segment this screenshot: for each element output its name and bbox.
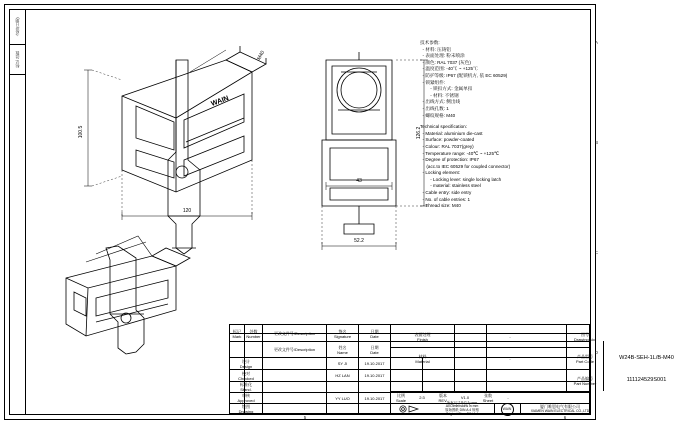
rear-base-inner	[330, 148, 388, 180]
left-signature-column	[9, 9, 26, 415]
spec-cn-10: - 出线孔数: 1	[420, 105, 449, 111]
role-drawing-cn: 绘图	[242, 404, 250, 409]
role-design-cn: 设计	[242, 358, 250, 364]
date-header	[359, 342, 390, 357]
technical-specification	[420, 40, 600, 210]
first-angle-projection-icon	[396, 405, 426, 413]
spec-cn-4: - 温度范围: -40℃ ~ +125℃	[420, 66, 478, 72]
rev-mark-header-cn: 标记	[233, 328, 241, 334]
finish-label-en: Finish	[417, 336, 428, 342]
tb-v11	[494, 403, 495, 413]
role-design-name: SY JI	[337, 361, 348, 366]
dim-text-thread: M40	[256, 49, 267, 62]
rear-view-bore-inner	[341, 72, 377, 108]
part-code-label-en: Part Code	[575, 358, 594, 364]
spec-en-1: - Material: aluminium die-cast	[420, 130, 483, 136]
role-approved-en: Approved	[237, 398, 255, 403]
material-label	[391, 348, 454, 369]
spec-en-6: (acc.to IEC 60529 for coupled connector)	[420, 163, 511, 169]
tolerance-line-1: 所有尺寸单位为 mm	[446, 400, 478, 405]
spec-en-7: - Locking element:	[420, 170, 461, 176]
iso-lever-arm	[96, 236, 152, 256]
role-drawing-date	[359, 404, 390, 414]
date-header-en: Date	[370, 349, 379, 355]
role-standard-date	[359, 382, 390, 392]
hood-outline	[122, 60, 252, 192]
dim-ext-height	[92, 70, 122, 186]
part-number-label-en: Part Number	[573, 380, 597, 386]
zone-letter-d: D	[594, 350, 598, 355]
spec-cn-2: - 表面处理: 粉末喷涂	[420, 53, 465, 59]
rear-view-bore	[337, 68, 381, 112]
company-logo	[496, 404, 518, 414]
finish-label	[391, 326, 454, 347]
lever-pivot-hole	[176, 166, 188, 178]
dim-text-52: 52.2	[354, 238, 364, 244]
part-code-label-cn: 产品型号	[577, 353, 593, 359]
spec-en-0: Technical specification:	[420, 124, 467, 130]
part-code-label	[567, 348, 603, 369]
spec-en-10: - Cable entry: side entry	[420, 190, 472, 196]
part-number-label-cn: 产品编号	[577, 375, 593, 381]
sheet-label	[477, 392, 499, 403]
iso-panel-2	[96, 280, 168, 316]
drawing-no-label	[567, 326, 603, 347]
spec-en-9: - material: stainless steel	[420, 183, 481, 189]
dim-text-height: 100.5	[78, 125, 84, 139]
spec-cn-3: - 颜色: RAL 7037 (灰色)	[420, 59, 471, 65]
tolerance-line-2: All Dimensions in mm	[445, 404, 479, 409]
spec-cn-6: - 锁紧组件:	[420, 79, 446, 85]
rev-date-header-en: Date	[370, 333, 379, 339]
role-standard-cn: 标准化	[240, 382, 252, 387]
dim-text-126: 126.2	[416, 126, 422, 140]
role-standard-name	[327, 382, 358, 392]
rev-desc-header: 更改文件号/Description	[273, 331, 316, 336]
name-header	[327, 342, 358, 357]
zone-number-5: 5	[303, 414, 307, 420]
scale-label-en: Scale	[395, 397, 406, 403]
hood-panel-left	[136, 106, 174, 150]
scale-label-cn: 比例	[397, 392, 405, 398]
company-name-en: XIAMEN WAIN ELECTRICAL CO.,LTD	[530, 409, 590, 414]
role-checked-name: HZ LAN	[335, 373, 350, 378]
tb-h5	[230, 381, 589, 382]
rear-base-slot	[330, 188, 388, 200]
rev-count-header-en: Number	[246, 333, 261, 339]
zone-letter-c: C	[594, 250, 598, 255]
role-checked-date: 19.10.2017	[364, 373, 385, 378]
role-checked-en: Checked	[238, 375, 254, 381]
spec-en-8: - Locking lever: single locking latch	[420, 176, 502, 182]
title-block	[229, 324, 674, 416]
zone-letter-b: B	[594, 140, 598, 145]
spec-en-2: - Surface: powder-coated	[420, 137, 475, 143]
rev-sign-header-cn: 签名	[338, 328, 347, 334]
sheet-label-cn: 张数	[484, 392, 492, 398]
role-approved	[230, 393, 262, 403]
sheet-value: -	[507, 395, 509, 400]
iso-panel-1	[74, 292, 86, 316]
role-approved-date: 19.10.2017	[364, 395, 385, 401]
drawing-no-label-en: Drawing No.	[573, 336, 596, 342]
spec-cn-0: 技术参数:	[420, 40, 440, 45]
role-design-en: Design	[239, 363, 253, 369]
role-drawing	[230, 404, 262, 414]
name-header-cn: 姓名	[338, 344, 347, 350]
zone-letter-a: A	[594, 40, 598, 45]
tb-h-mat	[390, 369, 589, 370]
hood-panel-lower-right	[184, 136, 244, 176]
spec-en-5: - Degree of protection: IP67	[420, 157, 479, 163]
rear-base-outline	[322, 140, 396, 206]
material-label-cn: 材料	[418, 353, 427, 359]
rev-sign-header	[327, 326, 358, 341]
leader-line-lever	[190, 50, 226, 72]
signature-col-label	[230, 342, 262, 357]
sheet-label-en: Sheet	[482, 397, 494, 403]
drawing-no-label-cn: 图号	[581, 331, 589, 337]
role-drawing-name	[327, 404, 358, 414]
iso-hood-top	[66, 266, 176, 288]
brand-label: WAIN	[210, 95, 230, 108]
rev-label-cn: 版本	[439, 392, 447, 398]
rev-mark-header-en: Mark	[232, 333, 242, 339]
rev-sign-header-en: Signature	[333, 333, 352, 339]
material-value: -	[509, 356, 511, 361]
material-label-en: Material	[415, 358, 430, 364]
rev-mark-header	[230, 326, 244, 341]
tolerance-line-4: Original Size: DIN A 4	[445, 411, 479, 416]
left-cell-1-label: 标记 处数	[14, 50, 20, 69]
part-number-label	[567, 370, 603, 391]
spec-en-3: - Colour: RAL 7037(grey)	[420, 143, 474, 149]
rev-count-header	[245, 326, 262, 341]
name-header-en: Name	[337, 349, 348, 355]
role-checked	[230, 370, 262, 381]
role-standard	[230, 382, 262, 392]
dim-text-width: 120	[182, 208, 192, 214]
spec-cn-7: - 锁扣方式: 金属单扣	[420, 86, 473, 92]
spec-en-12: - Thread size: M40	[420, 203, 461, 209]
projection-symbol	[391, 404, 431, 414]
role-standard-en: Stand.	[240, 387, 252, 392]
spec-cn-8: - 材料: 不锈钢	[420, 92, 459, 98]
part-code-value: W24B-SEH-1L/B-M40	[619, 355, 674, 361]
spec-cn-5: - 防护等级: IP67 (配锁机方, 依 EC 60529)	[420, 72, 508, 78]
part-number-value: 111124529S001	[626, 377, 667, 383]
finish-value: -	[509, 334, 511, 339]
company-logo-mark: WAIN	[501, 403, 514, 416]
dim-text-43: 43	[356, 178, 362, 184]
iso-cable-boss	[152, 248, 190, 266]
spec-cn-11: - 螺纹规格: M40	[420, 112, 456, 118]
role-design-date: 19.10.2017	[364, 361, 385, 366]
role-approved-cn: 审核	[242, 393, 250, 398]
iso-lever-arm-2	[86, 242, 146, 262]
locking-lever	[168, 60, 200, 254]
spec-en-4: - Temperature range: -40℃ ~ +125℃	[420, 150, 500, 156]
role-checked-cn: 校对	[242, 370, 250, 376]
finish-label-cn: 表面处理	[414, 331, 431, 337]
spec-cn-9: - 出线方式: 侧出线	[420, 99, 461, 105]
date-header-cn: 日期	[370, 344, 379, 350]
hood-panel-line	[186, 118, 244, 142]
rev-count-header-cn: 处数	[249, 328, 258, 334]
scale-value: 2:3	[419, 395, 425, 400]
spec-cn-1: - 材料: 压铸铝	[420, 46, 451, 52]
role-approved-name: YY LUO	[335, 395, 350, 401]
zone-number-6: 6	[563, 414, 567, 420]
rev-value: V1.0	[460, 395, 470, 400]
rear-view-inner	[332, 66, 386, 134]
rev-date-header	[359, 326, 390, 341]
spec-en-11: - No. of cable entries: 1	[420, 196, 471, 202]
left-cell-1	[9, 45, 25, 75]
hood-top-edge	[122, 72, 252, 118]
role-design	[230, 358, 262, 369]
scale-label	[391, 392, 411, 403]
signature-desc-label: 更改文件号/Description	[273, 347, 316, 352]
company-name	[521, 404, 599, 414]
left-cell-0-label: 会签(日期)	[14, 17, 20, 36]
rear-base-foot	[344, 224, 374, 234]
role-drawing-en: Drawing	[238, 409, 254, 414]
rev-date-header-cn: 日期	[370, 328, 379, 334]
rev-label-en: REV.	[438, 397, 448, 403]
left-cell-0	[9, 9, 25, 45]
tolerance-line-3: 原始图纸 DIN A 4 规格	[445, 408, 479, 412]
company-name-cn: 厦门唯恩电气有限公司	[540, 403, 580, 409]
